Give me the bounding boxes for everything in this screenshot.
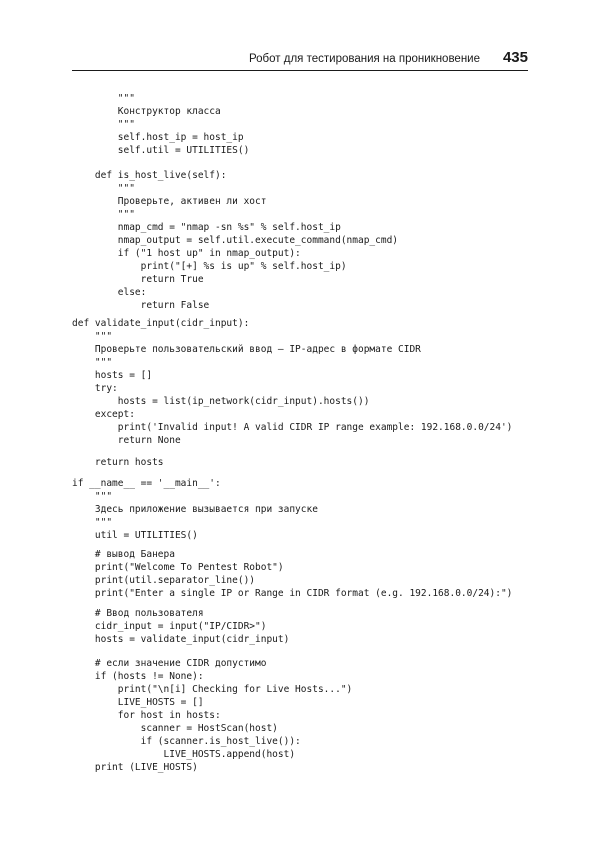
code-line: scanner = HostScan(host) (72, 723, 278, 734)
code-line: LIVE_HOSTS = [] (72, 697, 204, 708)
code-line: print(util.separator_line()) (72, 575, 256, 586)
code-line: LIVE_HOSTS.append(host) (72, 749, 296, 760)
code-line: return True (72, 274, 204, 285)
code-line: # вывод Банера (72, 549, 175, 560)
code-line: print("Welcome To Pentest Robot") (72, 562, 284, 573)
code-line: Здесь приложение вызывается при запуске (72, 504, 318, 515)
code-line: print("Enter a single IP or Range in CIDR format (e.g. 192.168.0.0/24):") (72, 588, 513, 599)
code-line: return hosts (72, 457, 164, 468)
code-line: """ (72, 357, 113, 368)
code-line: print('Invalid input! A valid CIDR IP range example: 192.168.0.0/24') (72, 422, 513, 433)
code-line: Проверьте пользовательский ввод — IP-адрес в формате CIDR (72, 344, 421, 355)
page-number: 435 (502, 49, 528, 66)
code-line: self.util = UTILITIES() (72, 145, 250, 156)
code-line: """ (72, 331, 113, 342)
chapter-title: Робот для тестирования на проникновение (249, 53, 480, 65)
code-line: cidr_input = input("IP/CIDR>") (72, 621, 267, 632)
code-line: """ (72, 517, 113, 528)
code-line: print("\n[i] Checking for Live Hosts...") (72, 684, 353, 695)
code-line: def validate_input(cidr_input): (72, 318, 250, 329)
code-line: else: (72, 287, 147, 298)
code-line: print("[+] %s is up" % self.host_ip) (72, 261, 347, 272)
code-line: """ (72, 119, 135, 130)
code-line: """ (72, 209, 135, 220)
code-line: if ("1 host up" in nmap_output): (72, 248, 301, 259)
code-line: try: (72, 383, 118, 394)
header-rule (72, 70, 528, 71)
code-line: # если значение CIDR допустимо (72, 658, 267, 669)
code-line: except: (72, 409, 135, 420)
running-header (72, 50, 528, 68)
code-line: self.host_ip = host_ip (72, 132, 244, 143)
code-line: nmap_cmd = "nmap -sn %s" % self.host_ip (72, 222, 341, 233)
code-line: print (LIVE_HOSTS) (72, 762, 198, 773)
code-line: def is_host_live(self): (72, 170, 227, 181)
code-line: """ (72, 491, 113, 502)
code-line: Конструктор класса (72, 106, 221, 117)
code-line: if (scanner.is_host_live()): (72, 736, 301, 747)
code-line: return False (72, 300, 210, 311)
code-line: """ (72, 93, 135, 104)
code-line: for host in hosts: (72, 710, 221, 721)
code-line: Проверьте, активен ли хост (72, 196, 267, 207)
code-line: hosts = validate_input(cidr_input) (72, 634, 290, 645)
code-line: util = UTILITIES() (72, 530, 198, 541)
code-line: nmap_output = self.util.execute_command(nmap_cmd) (72, 235, 399, 246)
code-line: hosts = [] (72, 370, 153, 381)
code-line: return None (72, 435, 181, 446)
code-line: hosts = list(ip_network(cidr_input).hosts()) (72, 396, 370, 407)
code-line: if (hosts != None): (72, 671, 204, 682)
code-line: # Ввод пользователя (72, 608, 204, 619)
code-line: """ (72, 183, 135, 194)
code-line: if __name__ == '__main__': (72, 478, 221, 489)
